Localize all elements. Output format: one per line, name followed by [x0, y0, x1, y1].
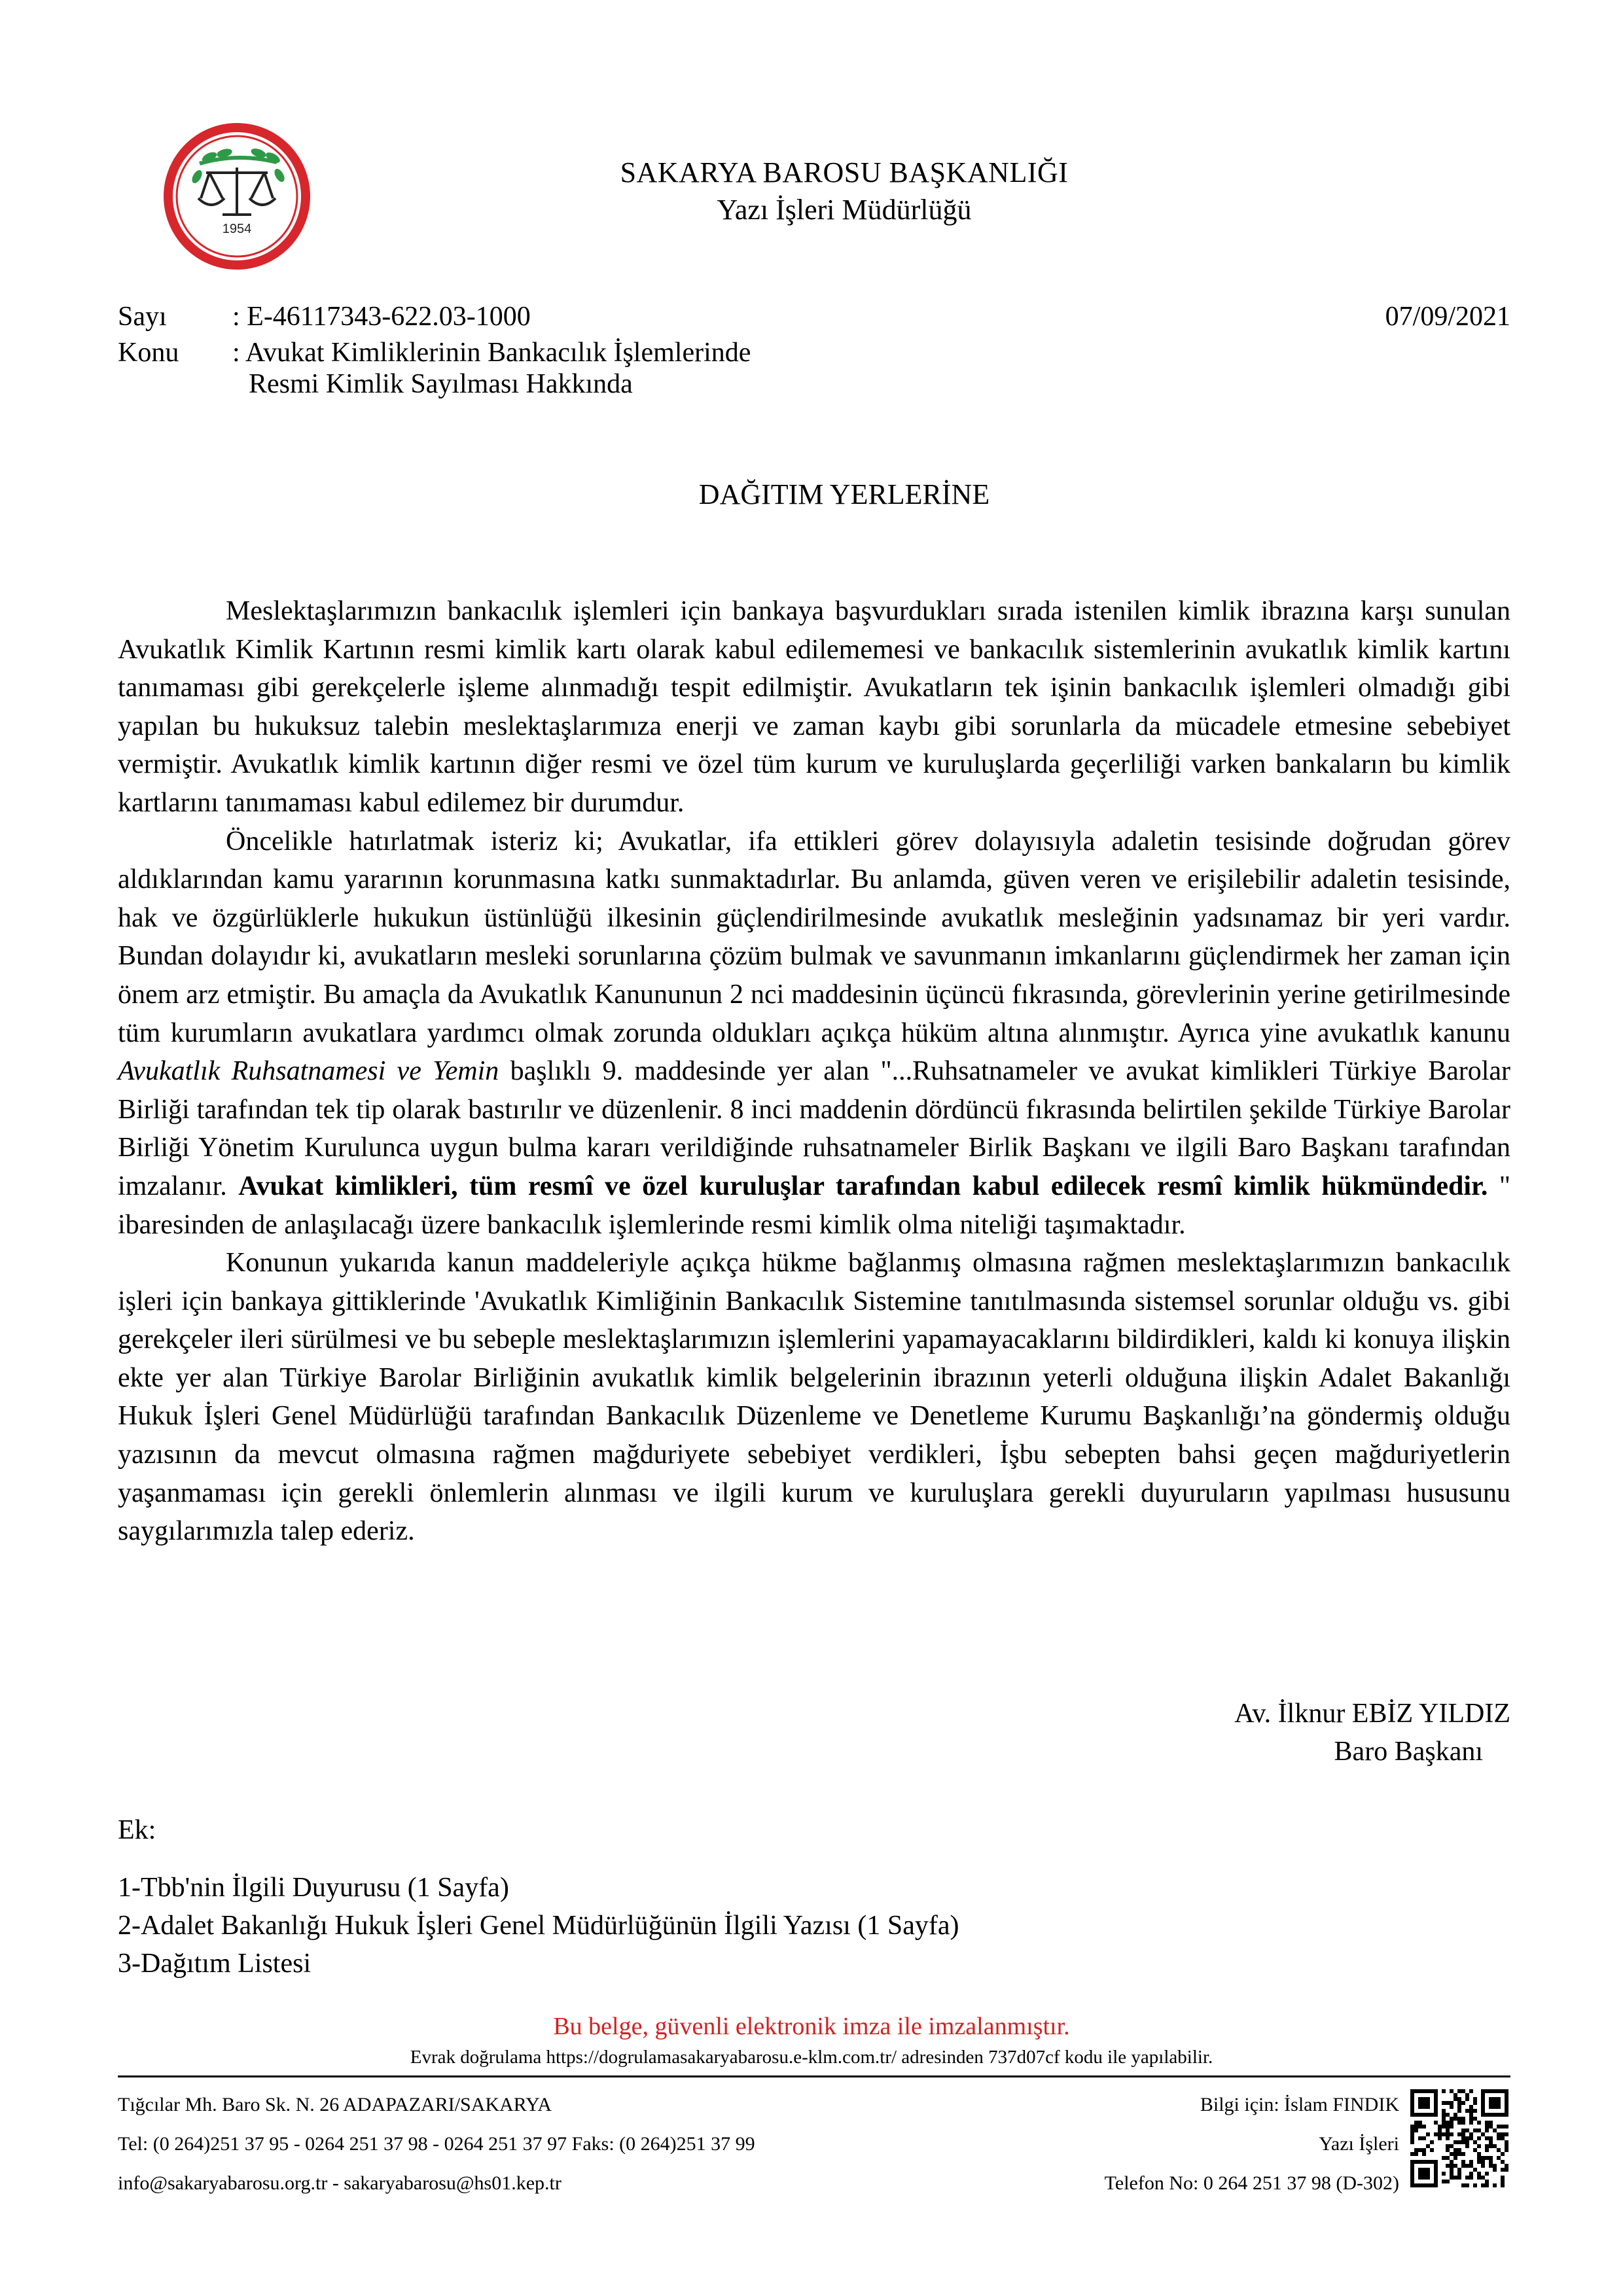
footer-phones: Tel: (0 264)251 37 95 - 0264 251 37 98 - 0264 251 37 97 Faks: (0 264)251 37 99: [118, 2133, 755, 2155]
sayi-label: Sayı: [118, 302, 167, 332]
document-date: 07/09/2021: [1385, 302, 1510, 332]
konu-value-line2: Resmi Kimlik Sayılması Hakkında: [249, 369, 633, 399]
qr-code-icon: [1410, 2089, 1508, 2187]
attachments: [118, 1811, 959, 1983]
org-subtitle: Yazı İşleri Müdürlüğü: [717, 194, 972, 226]
signature-block: [1234, 1695, 1510, 1771]
verification-note: Evrak doğrulama https://dogrulamasakaryabarosu.e-klm.com.tr/ adresinden 737d07cf kodu ile yapılabilir.: [410, 2047, 1213, 2068]
signer-name: Av. İlknur EBİZ YILDIZ: [1234, 1699, 1510, 1729]
attachment-item: 3-Dağıtım Listesi: [118, 1949, 312, 1979]
attachments-title: Ek:: [118, 1815, 156, 1845]
attachment-item: 1-Tbb'nin İlgili Duyurusu (1 Sayfa): [118, 1873, 509, 1903]
footer-emails: info@sakaryabarosu.org.tr - sakaryabarosu@hs01.kep.tr: [118, 2172, 562, 2194]
attachment-item: 2-Adalet Bakanlığı Hukuk İşleri Genel Müdürlüğünün İlgili Yazısı (1 Sayfa): [118, 1911, 959, 1941]
sayi-value: : E-46117343-622.03-1000: [232, 302, 531, 332]
paragraph-2-text-c: " ibaresinden de anlaşılacağı üzere bankacılık işlemlerinde resmi kimlik olma niteliği taşımaktadır.: [118, 1171, 1511, 1240]
info-unit: Yazı İşleri: [1319, 2133, 1399, 2155]
svg-text:SAKARYA BAROSU: SAKARYA BAROSU: [190, 220, 285, 253]
konu-value: : Avukat Kimliklerinin Bankacılık İşlemlerinde: [232, 338, 751, 368]
paragraph-1: Meslektaşlarımızın bankacılık işlemleri için bankaya başvurdukları sırada istenilen kimlik ibrazına karşı sunulan Avukatlık Kimlik Kartının resmi kimlik kartı olarak kabul edilememesi ve bankacılık sistemlerinin avukatlık kimlik kartını tanımaması gibi gerekçelerle işleme alınmadığı tespit edilmiştir. Avukatların tek işinin bankacılık işlemleri olmadığı gibi yapılan bu hukuksuz talebin meslektaşlarımıza enerji ve zaman kaybı gibi sorunlarla da mücadele etmesine sebebiyet vermiştir. Avukatlık kimlik kartının diğer resmi ve özel tüm kurum ve kuruluşlarda geçerliliği varken bankaların bu kimlik kartlarını tanımaması kabul edilemez bir durumdur.: [118, 596, 1510, 818]
svg-text:1954: 1954: [222, 222, 252, 236]
sakarya-barosu-logo: [160, 116, 314, 277]
letter-body: [118, 592, 1510, 1551]
paragraph-3: Konunun yukarıda kanun maddeleriyle açıkça hükme bağlanmış olmasına rağmen meslektaşlarımızın bankacılık işleri için bankaya gittiklerinde 'Avukatlık Kimliğinin Bankacılık Sistemine tanıtılmasında sistemsel sorunlar olduğu vs. gibi gerekçeler ileri sürülmesi ve bu sebeple meslektaşlarımızın işlemlerini yapamayacaklarını bildirdikleri, kaldı ki konuya ilişkin ekte yer alan Türkiye Barolar Birliğinin avukatlık kimlik belgelerinin ibrazının yeterli olduğuna ilişkin Adalet Bakanlığı Hukuk İşleri Genel Müdürlüğü tarafından Bankacılık Düzenleme ve Denetleme Kurumu Başkanlığı’na göndermiş olduğu yazısının da mevcut olmasına rağmen mağduriyete sebebiyet verdikleri, İşbu sebepten bahsi geçen mağduriyetlerin yaşanmaması için gerekli önlemlerin alınması ve ilgili kurum ve kuruluşlara gerekli duyuruların yapılması hususunu saygılarımızla talep ederiz.: [118, 1248, 1510, 1547]
law-article-title: Avukatlık Ruhsatnamesi ve Yemin: [118, 1056, 499, 1087]
org-title: SAKARYA BAROSU BAŞKANLIĞI: [620, 156, 1069, 188]
konu-label: Konu: [118, 338, 179, 368]
paragraph-2: [118, 822, 1510, 1245]
recipient-heading: DAĞITIM YERLERİNE: [698, 478, 990, 510]
paragraph-2-text-b: başlıklı 9. maddesinde yer alan "...Ruhsatnameler ve avukat kimlikleri Türkiye Barolar Birliği tarafından tek tip olarak bastırılır ve düzenlenir. 8 inci maddenin dördüncü fıkrasında belirtilen şekilde Türkiye Barolar Birliği Yönetim Kurulunca uygun bulma kararı verildiğinde ruhsatnameler Birlik Başkanı ve ilgili Baro Başkanı tarafından imzalanır.: [118, 1056, 1511, 1201]
footer-address: Tığcılar Mh. Baro Sk. N. 26 ADAPAZARI/SAKARYA: [118, 2094, 552, 2115]
esign-notice: Bu belge, güvenli elektronik imza ile imzalanmıştır.: [553, 2013, 1070, 2040]
footer-divider: [118, 2075, 1510, 2077]
info-contact: Bilgi için: İslam FINDIK: [1200, 2094, 1399, 2115]
bold-quote: Avukat kimlikleri, tüm resmî ve özel kuruluşlar tarafından kabul edilecek resmî kimlik hükmündedir.: [238, 1171, 1488, 1201]
signer-title: Baro Başkanı: [1334, 1737, 1483, 1767]
info-phone: Telefon No: 0 264 251 37 98 (D-302): [1104, 2172, 1399, 2194]
paragraph-2-text-a: Öncelikle hatırlatmak isteriz ki; Avukatlar, ifa ettikleri görev dolayısıyla adaletin tesisinde doğrudan görev aldıklarından kamu yararının korunmasına katkı sunmaktadırlar. Bu anlamda, güven veren ve erişilebilir adaletin tesisinde, hak ve özgürlüklerle hukukun üstünlüğü ilkesinin güçlendirilmesinde avukatlık mesleğinin yadsınamaz bir yeri vardır. Bundan dolayıdır ki, avukatların mesleki sorunlarına çözüm bulmak ve savunmanın imkanlarını güçlendirmek her zaman için önem arz etmiştir. Bu amaçla da Avukatlık Kanununun 2 nci maddesinin üçüncü fıkrasında, görevlerinin yerine getirilmesinde tüm kurumların avukatlara yardımcı olmak zorunda oldukları açıkça hüküm altına alınmıştır. Ayrıca yine avukatlık kanunu: [118, 826, 1510, 1048]
